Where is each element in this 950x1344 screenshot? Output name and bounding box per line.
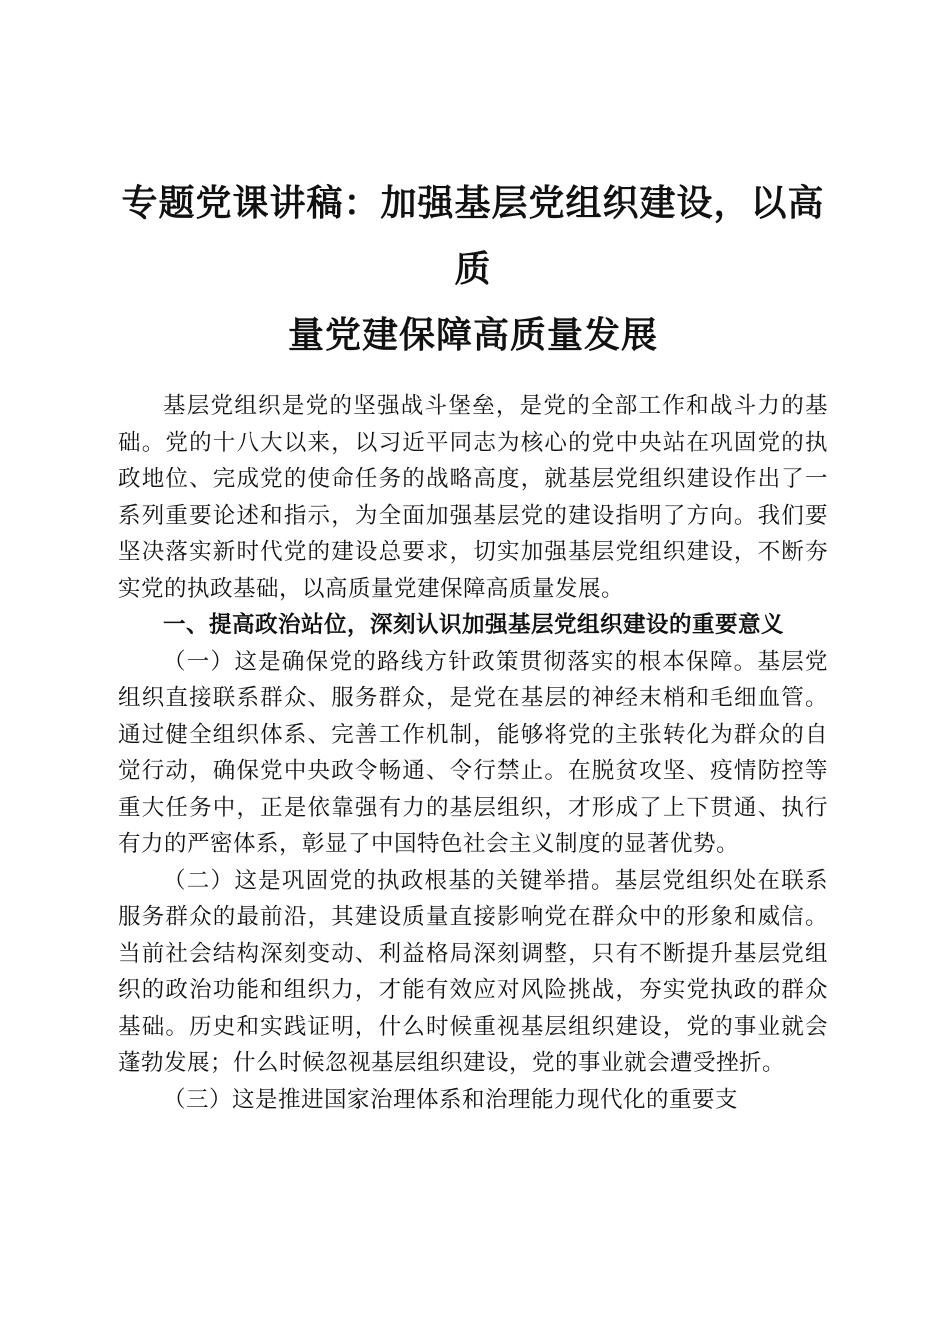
title-line-2: 量党建保障高质量发展 [287, 314, 658, 356]
document-page [118, 170, 828, 1118]
section-1-paragraph-1: （一）这是确保党的路线方针政策贯彻落实的根本保障。基层党组织直接联系群众、服务群众，是党在基层的神经末梢和毛细血管。通过健全组织体系、完善工作机制，能够将党的主张转化为群众的自觉行动，确保党中央政令畅通、令行禁止。在脱贫攻坚、疫情防控等重大任务中，正是依靠强有力的基层组织，才形成了上下贯通、执行有力的严密体系，彰显了中国特色社会主义制度的显著优势。 [118, 648, 828, 857]
section-1-paragraph-2: （二）这是巩固党的执政根基的关键举措。基层党组织处在联系服务群众的最前沿，其建设质量直接影响党在群众中的形象和威信。当前社会结构深刻变动、利益格局深刻调整，只有不断提升基层党组织的政治功能和组织力，才能有效应对风险挑战，夯实党执政的群众基础。历史和实践证明，什么时候重视基层组织建设，党的事业就会蓬勃发展；什么时候忽视基层组织建设，党的事业就会遭受挫折。 [118, 867, 828, 1076]
intro-paragraph: 基层党组织是党的坚强战斗堡垒，是党的全部工作和战斗力的基础。党的十八大以来，以习近平同志为核心的党中央站在巩固党的执政地位、完成党的使命任务的战略高度，就基层党组织建设作出了一系列重要论述和指示，为全面加强基层党的建设指明了方向。我们要坚决落实新时代党的建设总要求，切实加强基层党组织建设，不断夯实党的执政基础，以高质量党建保障高质量发展。 [118, 393, 828, 602]
section-1-heading: 一、提高政治站位，深刻认识加强基层党组织建设的重要意义 [163, 612, 785, 638]
title-line-1: 专题党课讲稿：加强基层党组织建设，以高质 [121, 182, 825, 290]
document-title [118, 170, 828, 368]
section-1-paragraph-3: （三）这是推进国家治理体系和治理能力现代化的重要支 [163, 1086, 739, 1113]
